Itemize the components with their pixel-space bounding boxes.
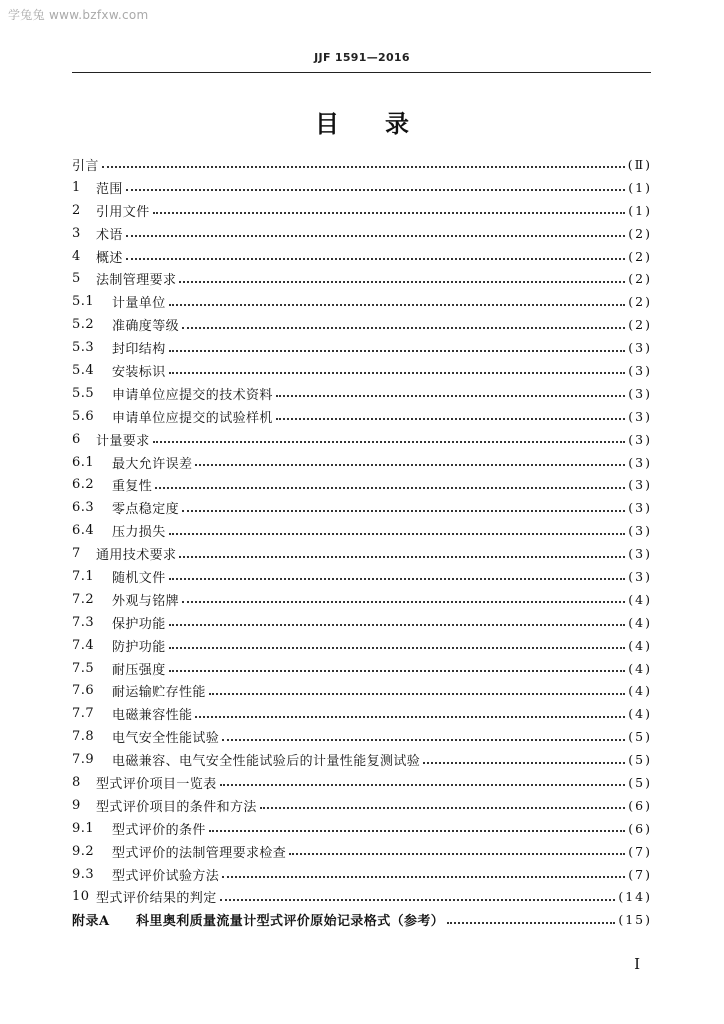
toc-entry [72,519,652,542]
toc-entry-label: 型式评价项目的条件和方法 [96,799,257,815]
toc-entry-number: 9 [72,797,81,813]
toc-entry-number: 6.4 [72,523,95,539]
toc-entry-label: 计量要求 [96,433,150,449]
toc-entry-label: 概述 [96,250,123,266]
dot-leader [260,807,625,809]
toc-entry-number: 5.5 [72,385,95,401]
toc-entry [72,496,652,519]
toc-entry-label: 电磁兼容、电气安全性能试验后的计量性能复测试验 [112,754,421,770]
dot-leader [447,922,615,924]
toc-entry-label: 型式评价的法制管理要求检查 [112,845,287,861]
toc-entry [72,245,652,268]
toc-entry-page: (4) [628,706,652,722]
dot-leader [169,350,626,352]
toc-entry [72,176,652,199]
toc-entry-page: (5) [628,752,652,768]
toc-entry [72,473,652,496]
dot-leader [126,235,625,237]
toc-entry-page: (3) [628,385,652,401]
toc-entry [72,840,652,863]
toc-entry-page: (7) [628,866,652,882]
toc-entry-label: 申请单位应提交的试验样机 [112,410,273,426]
toc-entry [72,428,652,451]
dot-leader [276,418,625,420]
toc-entry-number: 1 [72,179,81,195]
toc-entry-number: 5.6 [72,408,95,424]
toc-entry-page: (5) [628,774,652,790]
toc-entry-number: 3 [72,225,81,241]
toc-entry-page: (3) [628,546,652,562]
toc-entry-number: 9.1 [72,820,95,836]
toc-entry-label: 耐运输贮存性能 [112,685,206,701]
toc-entry-page: (3) [628,408,652,424]
dot-leader [169,647,626,649]
page-number: I [634,955,640,973]
toc-entry-page: (15) [618,912,652,928]
toc-entry-number: 7.4 [72,637,95,653]
toc-entry-label: 安装标识 [112,364,166,380]
toc-entry-page: (3) [628,431,652,447]
toc-entry [72,679,652,702]
toc-entry-number: 7.1 [72,568,95,584]
toc-entry-page: (4) [628,614,652,630]
toc-entry-number: 6.2 [72,477,95,493]
toc-entry [72,657,652,680]
toc-entry [72,290,652,313]
toc-entry [72,908,652,931]
dot-leader [179,556,625,558]
dot-leader [169,372,626,374]
dot-leader [169,578,626,580]
toc-entry [72,451,652,474]
toc-entry-number: 7 [72,546,81,562]
toc-entry-number: 7.5 [72,660,95,676]
toc-entry-label: 型式评价项目一览表 [96,776,217,792]
toc-entry-label: 申请单位应提交的技术资料 [112,387,273,403]
toc-entry-number: 4 [72,248,81,264]
toc-entry-label: 外观与铭牌 [112,593,180,609]
toc-entry [72,359,652,382]
toc-entry [72,794,652,817]
toc-entry-page: (2) [628,225,652,241]
toc-entry [72,222,652,245]
toc-entry-label: 引用文件 [96,204,150,220]
toc-entry-page: (6) [628,797,652,813]
toc-entry-page: (1) [628,202,652,218]
toc-entry-page: (1) [628,179,652,195]
toc-entry-number: 7.8 [72,729,95,745]
toc-entry-number: 7.6 [72,683,95,699]
toc-entry-page: (6) [628,820,652,836]
toc-entry-page: (2) [628,248,652,264]
dot-leader [222,876,625,878]
toc-entry [72,748,652,771]
dot-leader [289,853,625,855]
toc-entry-page: (4) [628,591,652,607]
toc-entry-label: 零点稳定度 [112,502,180,518]
table-of-contents [72,153,652,931]
toc-entry-number: 6.1 [72,454,95,470]
toc-entry-page: (Ⅱ) [627,156,652,172]
toc-entry-number: 7.2 [72,591,95,607]
toc-entry-label: 压力损失 [112,525,166,541]
dot-leader [169,533,626,535]
toc-entry-label: 电气安全性能试验 [112,731,220,747]
dot-leader [153,212,626,214]
toc-entry-number: 6.3 [72,500,95,516]
toc-entry-number: 9.2 [72,843,95,859]
toc-entry-label: 保护功能 [112,616,166,632]
toc-entry-page: (2) [628,317,652,333]
toc-entry-page: (3) [628,477,652,493]
toc-entry-number: 5 [72,271,81,287]
toc-entry-number: 5.4 [72,362,95,378]
toc-entry-number: 7.3 [72,614,95,630]
dot-leader [423,762,625,764]
toc-entry [72,542,652,565]
toc-entry-label: 通用技术要求 [96,548,177,564]
toc-entry [72,817,652,840]
toc-entry-page: (3) [628,568,652,584]
toc-entry-label: 最大允许误差 [112,456,193,472]
toc-entry-label: 电磁兼容性能 [112,708,193,724]
page-title: 目录 [315,110,455,138]
toc-entry-label: 型式评价结果的判定 [96,891,217,907]
toc-entry-page: (3) [628,362,652,378]
toc-entry-number: 附录A [72,914,110,930]
dot-leader [169,624,626,626]
toc-entry-page: (5) [628,729,652,745]
toc-entry-number: 2 [72,202,81,218]
toc-entry [72,725,652,748]
toc-entry-label: 计量单位 [112,296,166,312]
dot-leader [195,716,625,718]
toc-entry [72,153,652,176]
toc-entry-label: 科里奥利质量流量计型式评价原始记录格式（参考） [136,914,445,930]
toc-entry-label: 型式评价的条件 [112,822,206,838]
dot-leader [153,441,626,443]
toc-entry [72,199,652,222]
toc-entry-page: (3) [628,523,652,539]
dot-leader [102,166,625,168]
dot-leader [179,281,625,283]
toc-entry [72,611,652,634]
dot-leader [222,739,625,741]
dot-leader [195,464,625,466]
toc-entry-page: (3) [628,340,652,356]
dot-leader [276,395,625,397]
toc-entry-label: 防护功能 [112,639,166,655]
dot-leader [126,258,625,260]
toc-entry [72,313,652,336]
standard-code: JJF 1591—2016 [314,51,410,64]
dot-leader [209,693,625,695]
toc-entry-label: 范围 [96,181,123,197]
toc-entry [72,336,652,359]
toc-entry-label: 准确度等级 [112,319,180,335]
toc-entry-page: (3) [628,454,652,470]
toc-entry-label: 随机文件 [112,570,166,586]
dot-leader [220,899,616,901]
toc-entry [72,702,652,725]
toc-entry-number: 9.3 [72,866,95,882]
toc-entry [72,771,652,794]
toc-entry-number: 6 [72,431,81,447]
toc-entry-number: 5.3 [72,340,95,356]
dot-leader [209,830,625,832]
dot-leader [169,304,626,306]
toc-entry [72,886,652,909]
toc-entry-label: 重复性 [112,479,153,495]
dot-leader [182,510,625,512]
toc-entry [72,267,652,290]
toc-entry-page: (3) [628,500,652,516]
dot-leader [182,327,625,329]
toc-entry-number: 7.9 [72,752,95,768]
watermark-text: 学兔兔 www.bzfxw.com [8,8,149,22]
toc-entry-label: 封印结构 [112,342,166,358]
toc-entry [72,405,652,428]
toc-entry-number: 5.2 [72,317,95,333]
toc-entry-number: 5.1 [72,294,95,310]
toc-entry [72,634,652,657]
toc-entry-page: (4) [628,637,652,653]
header-rule [72,72,651,73]
toc-entry [72,863,652,886]
toc-entry-number: 7.7 [72,706,95,722]
toc-entry-page: (2) [628,294,652,310]
toc-entry-page: (4) [628,660,652,676]
toc-entry [72,588,652,611]
dot-leader [169,670,626,672]
toc-entry-page: (7) [628,843,652,859]
toc-entry-label: 引言 [72,158,99,174]
toc-entry-label: 法制管理要求 [96,273,177,289]
dot-leader [182,601,625,603]
toc-entry-number: 10 [72,889,90,905]
toc-entry-label: 型式评价试验方法 [112,868,220,884]
toc-entry-number: 8 [72,774,81,790]
dot-leader [155,487,625,489]
toc-entry-page: (14) [618,889,652,905]
toc-entry-page: (2) [628,271,652,287]
toc-entry-page: (4) [628,683,652,699]
toc-entry-label: 术语 [96,227,123,243]
dot-leader [220,784,626,786]
toc-entry-label: 耐压强度 [112,662,166,678]
toc-entry [72,565,652,588]
dot-leader [126,189,625,191]
toc-entry [72,382,652,405]
